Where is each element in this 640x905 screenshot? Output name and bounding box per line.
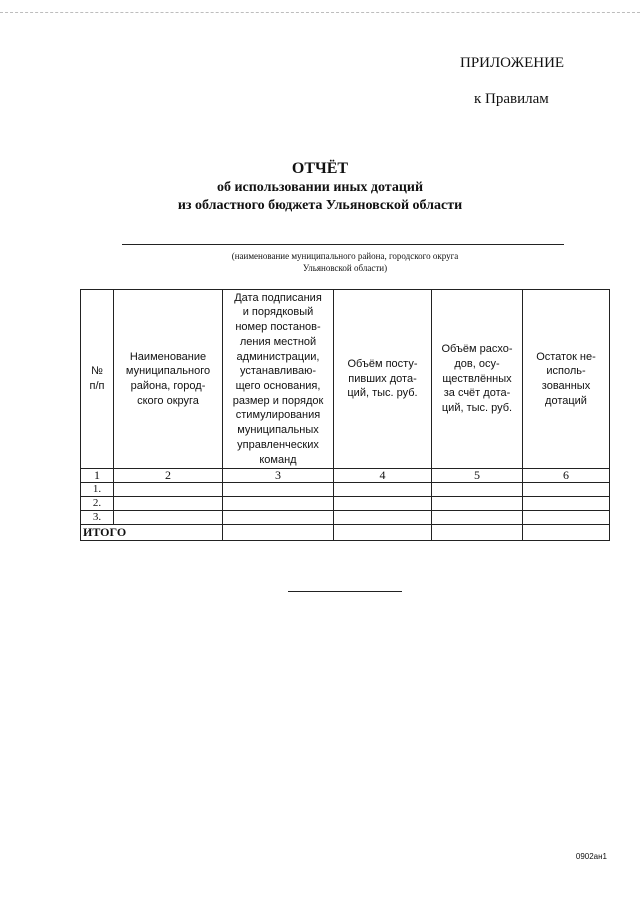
table-row bbox=[81, 483, 610, 497]
table-cell bbox=[432, 483, 523, 497]
table-row bbox=[81, 497, 610, 511]
municipality-name-line bbox=[122, 244, 564, 245]
table-cell bbox=[523, 511, 610, 525]
header-text-line: Дата подписания bbox=[234, 291, 322, 304]
header-text-line: управленческих bbox=[237, 438, 319, 451]
table-cell bbox=[223, 483, 334, 497]
total-row bbox=[81, 525, 610, 541]
signature-line bbox=[288, 591, 402, 592]
header-text-line: ций, тыс. руб. bbox=[347, 387, 418, 400]
header-text-line: № bbox=[91, 365, 103, 378]
header-text-line: стимулирования bbox=[235, 409, 321, 422]
header-received-amount bbox=[334, 290, 432, 469]
column-number: 2 bbox=[114, 469, 223, 483]
table-cell bbox=[432, 511, 523, 525]
table-cell bbox=[223, 497, 334, 511]
column-number: 1 bbox=[81, 469, 114, 483]
table-cell bbox=[114, 483, 223, 497]
header-text-line: дотаций bbox=[545, 394, 587, 407]
table-cell bbox=[223, 511, 334, 525]
table-cell bbox=[114, 511, 223, 525]
appendix-label: ПРИЛОЖЕНИЕ bbox=[460, 55, 565, 71]
header-text-line: Остаток не- bbox=[536, 350, 596, 363]
caption-line-1: (наименование муниципального района, городского округа bbox=[231, 251, 459, 261]
report-subtitle-1: об использовании иных дотаций bbox=[216, 180, 424, 195]
table-cell bbox=[432, 525, 523, 541]
header-text-line: зованных bbox=[541, 380, 591, 392]
header-text-line: муниципальных bbox=[237, 424, 319, 437]
column-number: 6 bbox=[523, 469, 610, 483]
header-text-line: ществлённых bbox=[442, 372, 512, 385]
header-text-line: района, город- bbox=[130, 380, 206, 392]
header-text-line: Объём посту- bbox=[347, 357, 418, 370]
report-title: ОТЧЁТ bbox=[291, 160, 349, 177]
report-subtitle-2: из областного бюджета Ульяновской области bbox=[177, 198, 463, 213]
header-text-line: и порядковый bbox=[242, 306, 314, 319]
header-resolution-date bbox=[223, 290, 334, 469]
table-cell bbox=[334, 483, 432, 497]
header-text-line: дов, осу- bbox=[454, 357, 500, 370]
row-index: 2. bbox=[81, 497, 114, 511]
column-number: 5 bbox=[432, 469, 523, 483]
header-text-line: щего основания, bbox=[235, 380, 321, 392]
header-spent-amount bbox=[432, 290, 523, 469]
header-text-line: команд bbox=[259, 453, 297, 466]
header-text-line: администрации, bbox=[236, 350, 320, 363]
header-text-line: Наименование bbox=[129, 350, 207, 363]
table-cell bbox=[523, 483, 610, 497]
table-header-row bbox=[81, 290, 610, 469]
table-cell bbox=[334, 511, 432, 525]
table-cell bbox=[523, 497, 610, 511]
header-text-line: Объём расхо- bbox=[441, 343, 513, 356]
header-municipality-name bbox=[114, 290, 223, 469]
column-number: 3 bbox=[223, 469, 334, 483]
appendix-reference: к Правилам bbox=[474, 91, 549, 107]
header-text-line: ления местной bbox=[239, 335, 317, 348]
caption-line-2: Ульяновской области) bbox=[302, 263, 388, 273]
total-label: ИТОГО bbox=[81, 525, 223, 541]
header-text-line: пивших дота- bbox=[348, 372, 417, 385]
header-text-line: размер и порядок bbox=[232, 394, 324, 407]
column-number: 4 bbox=[334, 469, 432, 483]
table-cell bbox=[432, 497, 523, 511]
table-cell bbox=[114, 497, 223, 511]
header-text-line: за счёт дота- bbox=[443, 387, 511, 400]
header-unused-balance bbox=[523, 290, 610, 469]
column-numbers-row bbox=[81, 469, 610, 483]
table-cell bbox=[334, 525, 432, 541]
table-cell bbox=[523, 525, 610, 541]
header-text-line: номер постанов- bbox=[235, 321, 321, 334]
table-cell bbox=[334, 497, 432, 511]
document-code: 0902ан1 bbox=[575, 852, 607, 861]
header-text-line: ций, тыс. руб. bbox=[441, 402, 513, 415]
header-text-line: исполь- bbox=[546, 365, 586, 378]
header-text-line: п/п bbox=[89, 380, 105, 392]
header-number bbox=[81, 290, 114, 469]
header-text-line: устанавливаю- bbox=[239, 365, 316, 378]
row-index: 3. bbox=[81, 511, 114, 525]
scan-edge-line bbox=[0, 12, 640, 13]
row-index: 1. bbox=[81, 483, 114, 497]
table-row bbox=[81, 511, 610, 525]
table-cell bbox=[223, 525, 334, 541]
header-text-line: ского округа bbox=[137, 394, 199, 407]
header-text-line: муниципального bbox=[125, 365, 211, 378]
report-table bbox=[80, 289, 610, 541]
